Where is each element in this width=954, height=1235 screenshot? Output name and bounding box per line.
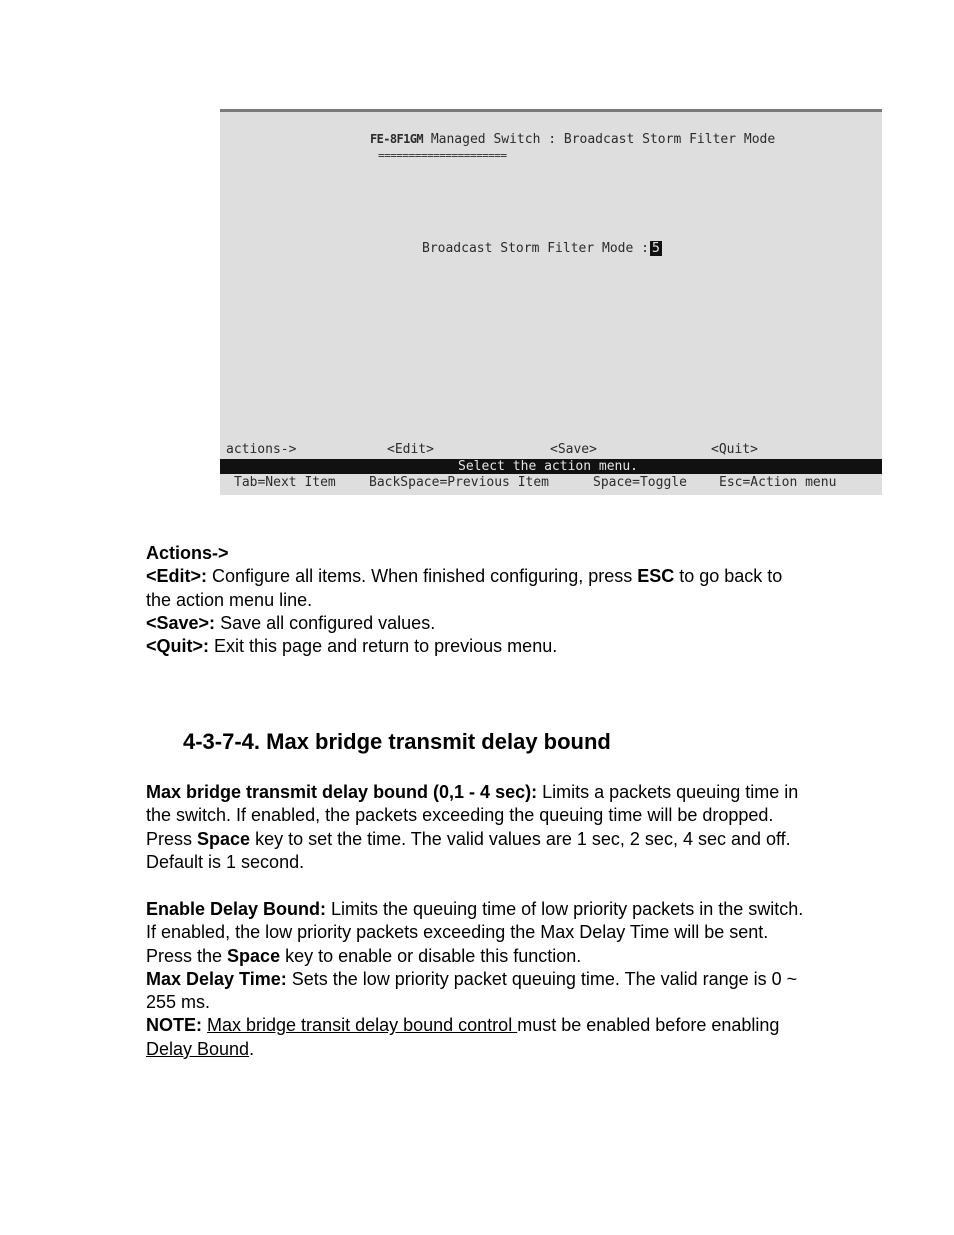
terminal-model: FE-8F1GM [370, 132, 423, 146]
quit-description: <Quit>: Exit this page and return to previous menu. [146, 636, 558, 657]
terminal-title [370, 132, 775, 147]
terminal-title-text: Managed Switch : Broadcast Storm Filter Mode [423, 132, 776, 147]
enable-delay-bound-paragraph: Enable Delay Bound: Limits the queuing time of low priority packets in the switch. If enabled, the low priority packets exceeding the Max Delay Time will be sent. Press the Space key to enable or disable this function. Max Delay Time: Sets the low priority packet queuing time. The valid range is 0 ~ 255 ms. NOTE: Max bridge transit delay bound control must be enabled before enabling Delay Bound. [146, 898, 806, 1061]
storm-filter-field[interactable] [422, 241, 662, 256]
max-delay-time-paragraph: Max Delay Time: Sets the low priority packet queuing time. The valid range is 0 ~ 255 ms. [146, 968, 798, 1013]
save-action[interactable]: <Save> [550, 442, 597, 457]
actions-title: Actions-> [146, 543, 229, 563]
terminal-screenshot [220, 109, 882, 495]
edit-action[interactable]: <Edit> [387, 442, 434, 457]
terminal-status-bar [220, 459, 882, 474]
quit-action[interactable]: <Quit> [711, 442, 758, 457]
delay-bound-paragraph: Max bridge transmit delay bound (0,1 - 4 sec): Limits a packets queuing time in the switch. If enabled, the packets exceeding the queuing time will be dropped. Press Space key to set the time. The valid values are 1 sec, 2 sec, 4 sec and off. Default is 1 second. [146, 782, 799, 872]
help-space: Space=Toggle [593, 475, 687, 490]
storm-filter-label: Broadcast Storm Filter Mode : [422, 241, 649, 256]
save-description: <Save>: Save all configured values. [146, 612, 436, 633]
note-link-delay-bound: Delay Bound [146, 1038, 250, 1059]
terminal-help-bar [220, 474, 882, 492]
storm-filter-value[interactable]: 5 [651, 241, 660, 256]
delay-bound-label: Max bridge transmit delay bound (0,1 - 4 sec): [146, 782, 538, 802]
actions-label: actions-> [226, 442, 297, 457]
terminal-action-bar [220, 442, 882, 460]
actions-description [146, 542, 806, 658]
help-tab: Tab=Next Item [234, 475, 336, 490]
enable-delay-bound-label: Enable Delay Bound: [146, 899, 327, 919]
help-backspace: BackSpace=Previous Item [369, 475, 550, 490]
help-esc: Esc=Action menu [719, 475, 837, 490]
note-link-max-bridge: Max bridge transit delay bound control [207, 1015, 518, 1036]
terminal-title-underline: ===================== [378, 149, 507, 162]
section-heading: 4-3-7-4. Max bridge transmit delay bound [183, 729, 611, 754]
edit-description: <Edit>: Configure all items. When finished configuring, press ESC to go back to the action menu line. [146, 566, 783, 610]
status-text: Select the action menu. [458, 459, 639, 474]
note-paragraph: NOTE: Max bridge transit delay bound control must be enabled before enabling Delay Bound. [146, 1015, 780, 1059]
